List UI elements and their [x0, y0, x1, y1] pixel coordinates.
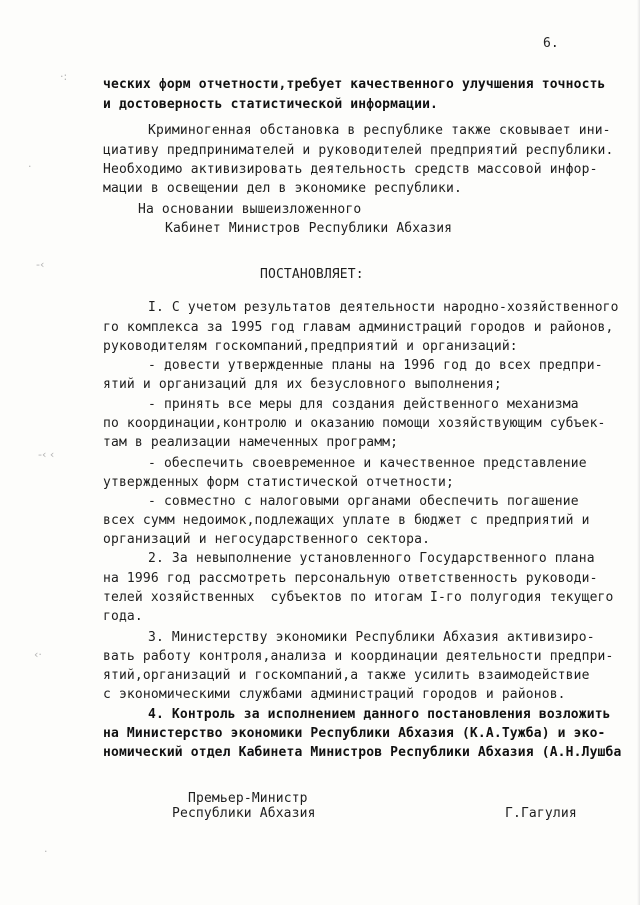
text-line: - обеспечить своевременное и качественное представление: [148, 456, 587, 471]
text-line: - принять все меры для создания действенного механизма: [148, 397, 579, 412]
text-line: 3. Министерству экономики Республики Абхазия активизиро-: [148, 630, 595, 645]
margin-mark: ·:: [60, 70, 68, 83]
page-number: 6.: [543, 36, 559, 51]
resolves-heading: ПОСТАНОВЛЯЕТ:: [260, 267, 364, 282]
text-line: утвержденных форм статистической отчетности;: [103, 475, 454, 490]
text-line: циативу предпринимателей и руководителей предприятий республики.: [103, 143, 614, 158]
text-line: На основании вышеизложенного: [138, 202, 362, 217]
margin-mark: ·: [28, 160, 32, 173]
text-line: Криминогенная обстановка в республике также сковывает ини-: [148, 123, 611, 138]
text-line: ческих форм отчетности,требует качественного улучшения точность: [103, 77, 606, 92]
margin-mark: -‹ ‹: [38, 448, 55, 461]
text-line: I. С учетом результатов деятельности народно-хозяйственного: [148, 300, 619, 315]
signatory-title: Республики Абхазия: [172, 806, 316, 821]
text-line: го комплекса за 1995 год главам администраций городов и районов,: [103, 320, 614, 335]
text-line: вать работу контроля,анализа и координации деятельности предпри-: [103, 649, 614, 664]
text-line: на 1996 год рассмотреть персональную ответственность руководи-: [103, 571, 598, 586]
margin-mark: -‹: [36, 258, 45, 271]
text-line: года.: [103, 609, 143, 624]
text-line: - совместно с налоговыми органами обеспечить погашение: [148, 494, 579, 509]
text-line: и достоверность статистической информации.: [103, 97, 439, 112]
text-line: руководителям госкомпаний,предприятий и организаций:: [103, 339, 518, 354]
text-line: мации в освещении дел в экономике республики.: [103, 181, 462, 196]
margin-mark: ‹·: [34, 648, 42, 661]
cabinet-heading: Кабинет Министров Республики Абхазия: [165, 221, 453, 236]
text-line: 4. Контроль за исполнением данного постановления возложить: [148, 707, 611, 722]
text-line: всех сумм недоимок,подлежащих уплате в бюджет с предприятий и: [103, 513, 590, 528]
text-line: организаций и негосударственного сектора.: [103, 532, 431, 547]
text-line: на Министерство экономики Республики Абхазия (К.А.Тужба) и эко-: [103, 726, 606, 741]
signatory-name: Г.Гагулия: [505, 806, 577, 821]
signatory-title: Премьер-Министр: [188, 791, 308, 806]
text-line: ятий и организаций для их безусловного выполнения;: [103, 377, 502, 392]
text-line: по координации,контролю и оказанию помощи хозяйствующим субъек-: [103, 416, 606, 431]
text-line: - довести утвержденные планы на 1996 год до всех предпри-: [148, 358, 603, 373]
text-line: Необходимо активизировать деятельность средств массовой инфор-: [103, 162, 598, 177]
text-line: 2. За невыполнение установленного Государственного плана: [148, 551, 595, 566]
text-line: с экономическими службами администраций городов и районов.: [103, 687, 566, 702]
margin-mark: ·: [44, 845, 48, 858]
text-line: телей хозяйственных субъектов по итогам I-го полугодия текущего: [103, 590, 614, 605]
text-line: номический отдел Кабинета Министров Республики Абхазия (А.Н.Лушба: [103, 745, 622, 760]
text-line: ятий,организаций и госкомпаний,а также усилить взаимодействие: [103, 668, 590, 683]
text-line: там в реализации намеченных программ;: [103, 435, 399, 450]
